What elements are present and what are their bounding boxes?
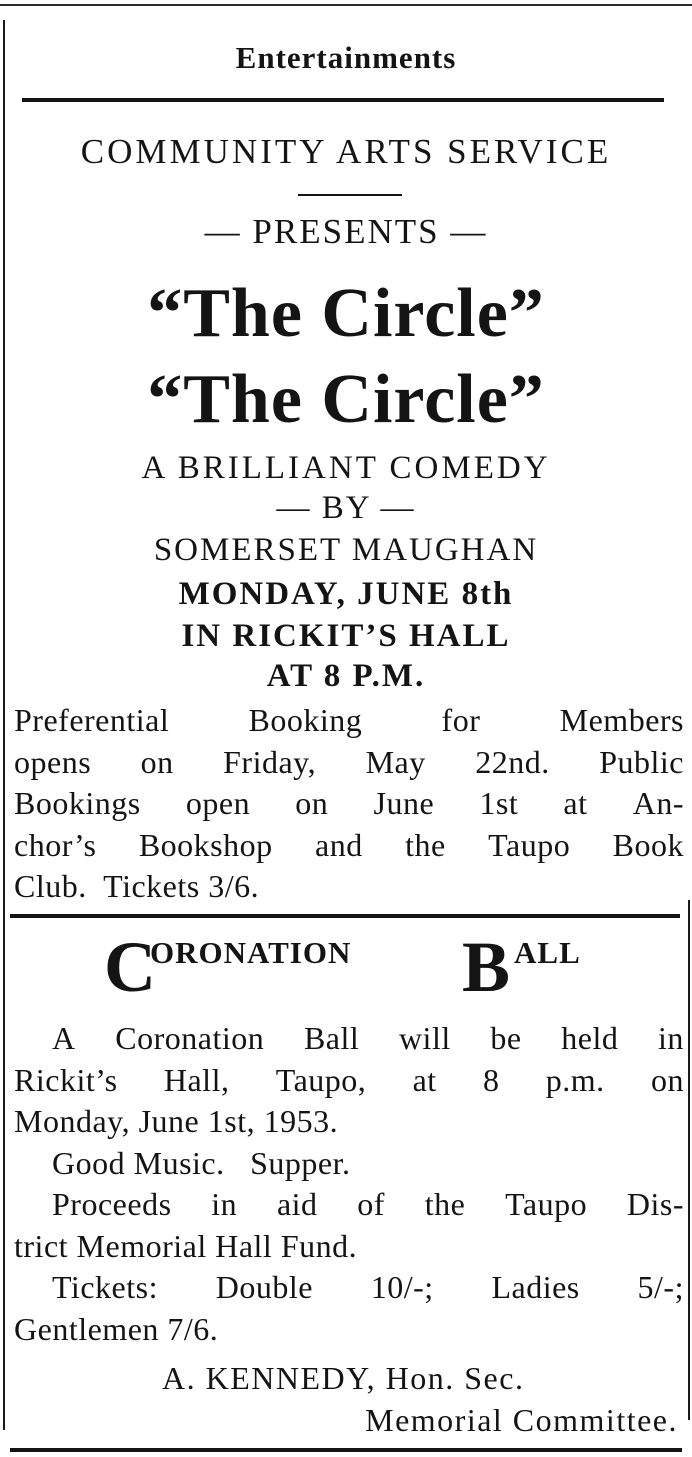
proceeds-line [14,1184,684,1226]
signature-committee: Memorial Committee. [365,1402,678,1438]
word: A [52,1020,76,1056]
word: Rickit’s [14,1061,118,1098]
word: on [650,1061,684,1098]
ball-line [14,1018,684,1060]
short-divider [298,194,402,196]
word: Public [599,743,684,780]
section-title: Entertainments [235,40,457,75]
top-rule [0,4,692,6]
performance-date: MONDAY, JUNE 8th [178,576,514,612]
word: on [295,785,329,821]
word: Proceeds [52,1186,172,1222]
booking-line [14,700,684,742]
word: 22nd. [475,743,550,780]
word: will [398,1020,451,1056]
word: 10/-; [370,1269,434,1305]
word: Book [612,826,684,863]
word: chor’s [14,826,97,863]
word: Friday, [223,743,317,780]
word: held [561,1020,619,1056]
performance-time: AT 8 P.M. [266,658,426,694]
presents-line: — PRESENTS — [204,212,488,251]
heading-initial-c: C [104,927,156,1007]
word: An- [632,785,684,821]
heading-initial-b: B [462,927,511,1007]
word: Dis- [626,1186,684,1222]
word: Taupo [488,826,571,863]
ball-paragraph [14,1018,684,1350]
right-column-border [688,900,690,1420]
bottom-rule [10,1448,682,1452]
word: for [441,702,481,738]
word: be [490,1020,522,1056]
word: Taupo [505,1186,588,1222]
word: opens [14,743,92,780]
play-title-first: “The Circle” [147,275,545,352]
word: the [424,1186,466,1222]
word: Double [215,1269,313,1305]
heading-word-oronation: ORONATION [150,935,352,970]
booking-last-line: Club. Tickets 3/6. [14,868,260,904]
word: Booking [248,702,363,738]
section-divider-rule [10,914,680,918]
word: Taupo, [275,1061,367,1098]
tickets-line-2: Gentlemen 7/6. [14,1310,219,1347]
booking-paragraph [14,700,684,908]
word: Ladies [491,1269,580,1305]
by-line: — BY — [276,490,416,526]
booking-line [14,742,684,784]
word: 8 [482,1061,500,1098]
word: June [373,785,435,821]
ball-line [14,1060,684,1102]
play-subtitle: A BRILLIANT COMEDY [141,450,551,486]
play-title-second: “The Circle” [147,361,545,438]
word: the [405,826,446,863]
word: aid [276,1186,318,1222]
word: and [315,826,363,863]
word: on [140,743,174,780]
word: in [658,1020,684,1056]
word: at [412,1061,437,1098]
coronation-ball-heading [104,925,664,1005]
word: p.m. [545,1061,605,1098]
booking-line [14,825,684,867]
organization-name: COMMUNITY ARTS SERVICE [80,132,612,171]
word: Hall, [163,1061,230,1098]
word: Bookings [14,785,141,821]
word: Ball [303,1020,360,1056]
booking-line [14,783,684,825]
word: Bookshop [138,826,273,863]
author-name: SOMERSET MAUGHAN [153,532,539,568]
word: in [211,1186,238,1222]
ball-date-line: Monday, June 1st, 1953. [14,1103,339,1139]
header-rule [22,98,664,102]
word: Preferential [14,702,170,738]
heading-word-all: ALL [514,935,581,970]
word: Members [559,702,684,738]
music-line: Good Music. Supper. [52,1144,351,1181]
word: 1st [479,785,519,821]
word: at [563,785,588,821]
word: 5/-; [637,1269,684,1305]
word: of [357,1186,385,1222]
performance-venue: IN RICKIT’S HALL [181,618,511,654]
proceeds-line-2: trict Memorial Hall Fund. [14,1227,358,1264]
word: Coronation [115,1020,265,1056]
word: open [185,785,251,821]
word: Tickets: [52,1269,158,1305]
signature-name: A. KENNEDY, Hon. Sec. [162,1360,525,1396]
word: May [365,743,426,780]
tickets-line [14,1267,684,1309]
